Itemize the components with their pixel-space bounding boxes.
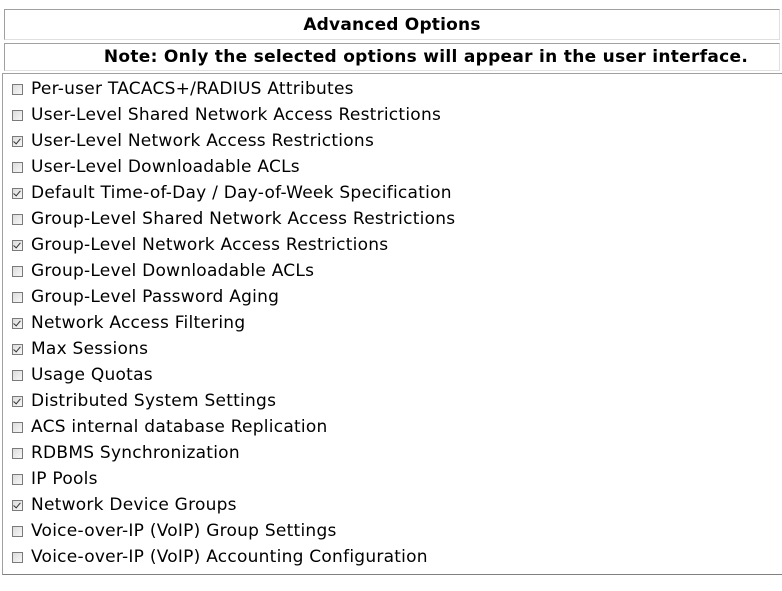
option-checkbox[interactable]: [12, 292, 23, 303]
option-checkbox[interactable]: [12, 136, 23, 147]
option-label: User-Level Downloadable ACLs: [31, 157, 300, 177]
option-group-level-shared-network-access-restrictions[interactable]: [12, 206, 455, 232]
option-group-level-password-aging[interactable]: [12, 284, 279, 310]
option-label: User-Level Shared Network Access Restrictions: [31, 105, 442, 125]
option-user-level-downloadable-acls[interactable]: [12, 154, 300, 180]
option-checkbox[interactable]: [12, 266, 23, 277]
option-network-access-filtering[interactable]: [12, 310, 245, 336]
option-checkbox[interactable]: [12, 110, 23, 121]
option-label: Network Device Groups: [31, 495, 237, 515]
option-label: Usage Quotas: [31, 365, 153, 385]
option-checkbox[interactable]: [12, 188, 23, 199]
option-checkbox[interactable]: [12, 318, 23, 329]
option-checkbox[interactable]: [12, 500, 23, 511]
option-group-level-downloadable-acls[interactable]: [12, 258, 314, 284]
option-checkbox[interactable]: [12, 552, 23, 563]
option-label: RDBMS Synchronization: [31, 443, 240, 463]
option-usage-quotas[interactable]: [12, 362, 153, 388]
option-checkbox[interactable]: [12, 396, 23, 407]
page-title: Advanced Options: [303, 14, 481, 35]
option-label: Distributed System Settings: [31, 391, 277, 411]
option-voip-group-settings[interactable]: [12, 518, 337, 544]
option-label: Group-Level Downloadable ACLs: [31, 261, 315, 281]
option-label: Voice-over-IP (VoIP) Group Settings: [31, 521, 337, 541]
note-text: Note: Only the selected options will appear in the user interface.: [103, 47, 749, 67]
option-checkbox[interactable]: [12, 474, 23, 485]
options-list: [2, 73, 782, 575]
option-label: Group-Level Password Aging: [31, 287, 280, 307]
option-per-user-tacacs-radius-attributes[interactable]: [12, 76, 354, 102]
option-checkbox[interactable]: [12, 84, 23, 95]
option-label: ACS internal database Replication: [31, 417, 328, 437]
advanced-options-header: [4, 9, 780, 40]
option-label: Per-user TACACS+/RADIUS Attributes: [31, 79, 354, 99]
option-checkbox[interactable]: [12, 162, 23, 173]
option-checkbox[interactable]: [12, 422, 23, 433]
option-label: IP Pools: [31, 469, 98, 489]
option-rdbms-synchronization[interactable]: [12, 440, 240, 466]
option-user-level-network-access-restrictions[interactable]: [12, 128, 374, 154]
option-label: Voice-over-IP (VoIP) Accounting Configuration: [31, 547, 428, 567]
option-ip-pools[interactable]: [12, 466, 98, 492]
option-network-device-groups[interactable]: [12, 492, 237, 518]
option-checkbox[interactable]: [12, 214, 23, 225]
option-acs-internal-database-replication[interactable]: [12, 414, 328, 440]
option-checkbox[interactable]: [12, 370, 23, 381]
option-label: Group-Level Shared Network Access Restrictions: [31, 209, 456, 229]
option-label: Max Sessions: [31, 339, 149, 359]
option-checkbox[interactable]: [12, 240, 23, 251]
note-banner: [4, 43, 780, 71]
option-checkbox[interactable]: [12, 526, 23, 537]
option-distributed-system-settings[interactable]: [12, 388, 276, 414]
option-max-sessions[interactable]: [12, 336, 148, 362]
option-group-level-network-access-restrictions[interactable]: [12, 232, 388, 258]
option-label: Network Access Filtering: [31, 313, 246, 333]
option-default-time-of-day-specification[interactable]: [12, 180, 452, 206]
option-voip-accounting-configuration[interactable]: [12, 544, 428, 570]
option-checkbox[interactable]: [12, 448, 23, 459]
option-label: User-Level Network Access Restrictions: [31, 131, 375, 151]
option-checkbox[interactable]: [12, 344, 23, 355]
option-user-level-shared-network-access-restrictions[interactable]: [12, 102, 441, 128]
option-label: Group-Level Network Access Restrictions: [31, 235, 389, 255]
option-label: Default Time-of-Day / Day-of-Week Specification: [31, 183, 452, 203]
